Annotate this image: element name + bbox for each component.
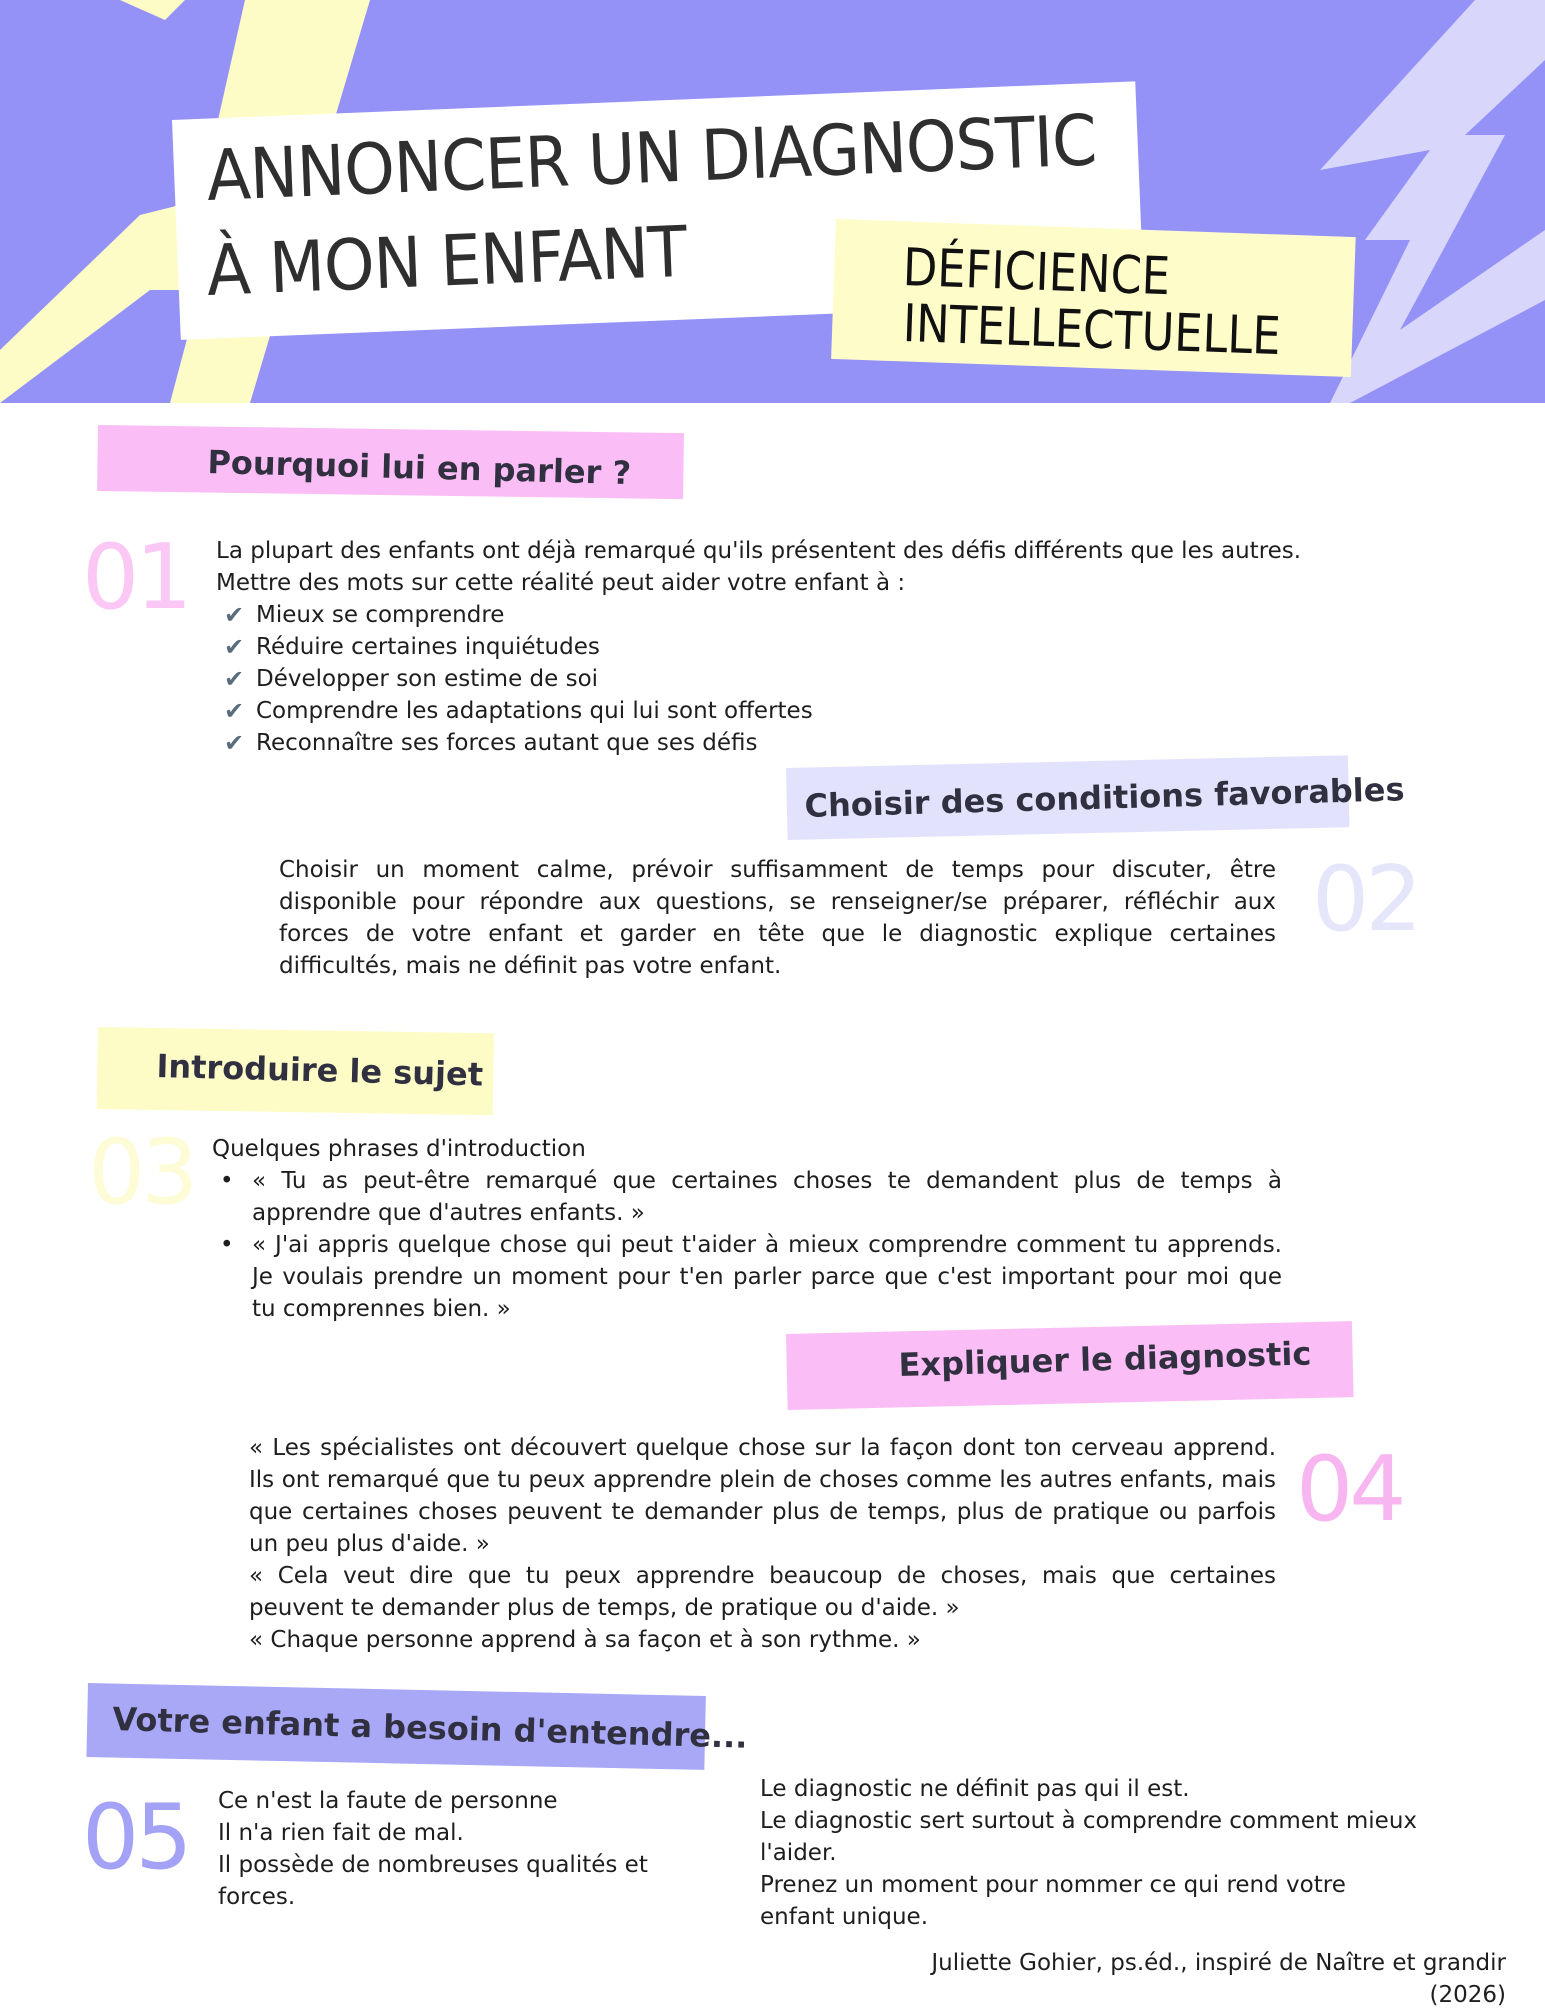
section-5-left-line: Il possède de nombreuses qualités et forces. xyxy=(218,1852,648,1910)
section-5-left-body xyxy=(218,1785,658,1913)
bullet-list xyxy=(212,1165,1282,1325)
checklist-item-text: Reconnaître ses forces autant que ses défis xyxy=(256,730,758,756)
checklist-item xyxy=(216,599,1356,631)
checkmark-icon: ✔ xyxy=(224,729,245,757)
section-1-intro-line: La plupart des enfants ont déjà remarqué qu'ils présentent des défis différents que les autres. xyxy=(216,538,1302,564)
checklist-item-text: Réduire certaines inquiétudes xyxy=(256,634,600,660)
checkmark-icon: ✔ xyxy=(224,601,245,629)
section-5-left-line: Ce n'est la faute de personne xyxy=(218,1788,558,1814)
checkmark-icon: ✔ xyxy=(224,697,245,725)
page-title-line2: À MON ENFANT xyxy=(205,210,688,312)
checklist-item xyxy=(216,631,1356,663)
checklist-item-text: Comprendre les adaptations qui lui sont offertes xyxy=(256,698,813,724)
section-4-paragraph: « Chaque personne apprend à sa façon et à son rythme. » xyxy=(249,1627,921,1653)
section-5-number: 05 xyxy=(82,1785,189,1890)
section-4-paragraph: « Cela veut dire que tu peux apprendre beaucoup de choses, mais que certaines peuvent te demander plus de temps, de pratique ou d'aide. » xyxy=(249,1563,1276,1621)
section-4-body xyxy=(249,1432,1276,1656)
section-5-right-line: Prenez un moment pour nommer ce qui rend votre enfant unique. xyxy=(760,1872,1346,1930)
section-4-paragraph: « Les spécialistes ont découvert quelque chose sur la façon dont ton cerveau apprend. Ils ont remarqué que tu peux apprendre plein de choses comme les autres enfants, mais que certaines choses peuvent te demander plus de temps, plus de pratique ou parfois un peu plus d'aide. » xyxy=(249,1435,1276,1557)
section-1-body xyxy=(216,535,1356,759)
checklist-item xyxy=(216,663,1356,695)
section-5-right-body xyxy=(760,1773,1420,1933)
bullet-item: • « J'ai appris quelque chose qui peut t'aider à mieux comprendre comment tu apprends. Je voulais prendre un moment pour t'en parler parce que c'est important pour moi que tu comprennes bien. » xyxy=(212,1229,1282,1325)
section-3-number: 03 xyxy=(88,1120,195,1225)
section-2-number: 02 xyxy=(1312,847,1419,952)
section-3-body xyxy=(212,1133,1282,1325)
section-5-right-line: Le diagnostic sert surtout à comprendre comment mieux l'aider. xyxy=(760,1808,1418,1866)
page-title-line1: ANNONCER UN DIAGNOSTIC xyxy=(205,99,1098,217)
section-5-right-line: Le diagnostic ne définit pas qui il est. xyxy=(760,1776,1190,1802)
checklist-item xyxy=(216,727,1356,759)
section-5-heading: Votre enfant a besoin d'entendre... xyxy=(111,1700,748,1756)
section-3-intro: Quelques phrases d'introduction xyxy=(212,1136,586,1162)
section-2-body: Choisir un moment calme, prévoir suffisamment de temps pour discuter, être disponible pour répondre aux questions, se renseigner/se préparer, réfléchir aux forces de votre enfant et garder en tête que le diagnostic explique certaines difficultés, mais ne définit pas votre enfant. xyxy=(279,857,1276,979)
checklist xyxy=(216,599,1356,759)
section-5-left-line: Il n'a rien fait de mal. xyxy=(218,1820,464,1846)
checkmark-icon: ✔ xyxy=(224,633,245,661)
bullet-item: • « Tu as peut-être remarqué que certaines choses te demandent plus de temps à apprendre que d'autres enfants. » xyxy=(212,1165,1282,1229)
section-1-intro-line: Mettre des mots sur cette réalité peut aider votre enfant à : xyxy=(216,570,906,596)
section-1-number: 01 xyxy=(82,525,189,630)
section-4-number: 04 xyxy=(1296,1437,1403,1542)
checkmark-icon: ✔ xyxy=(224,665,245,693)
subtitle-line2: INTELLECTUELLE xyxy=(901,294,1282,368)
checklist-item-text: Développer son estime de soi xyxy=(256,666,599,692)
section-2-heading: Choisir des conditions favorables xyxy=(804,770,1405,825)
section-3-heading: Introduire le sujet xyxy=(156,1047,484,1094)
section-1-heading: Pourquoi lui en parler ? xyxy=(207,443,632,493)
checklist-item-text: Mieux se comprendre xyxy=(256,602,505,628)
checklist-item xyxy=(216,695,1356,727)
subtitle-line1: DÉFICIENCE xyxy=(901,238,1172,308)
footer-credit: Juliette Gohier, ps.éd., inspiré de Naître et grandir (2026) xyxy=(931,1950,1506,2008)
section-4-heading: Expliquer le diagnostic xyxy=(898,1334,1312,1384)
